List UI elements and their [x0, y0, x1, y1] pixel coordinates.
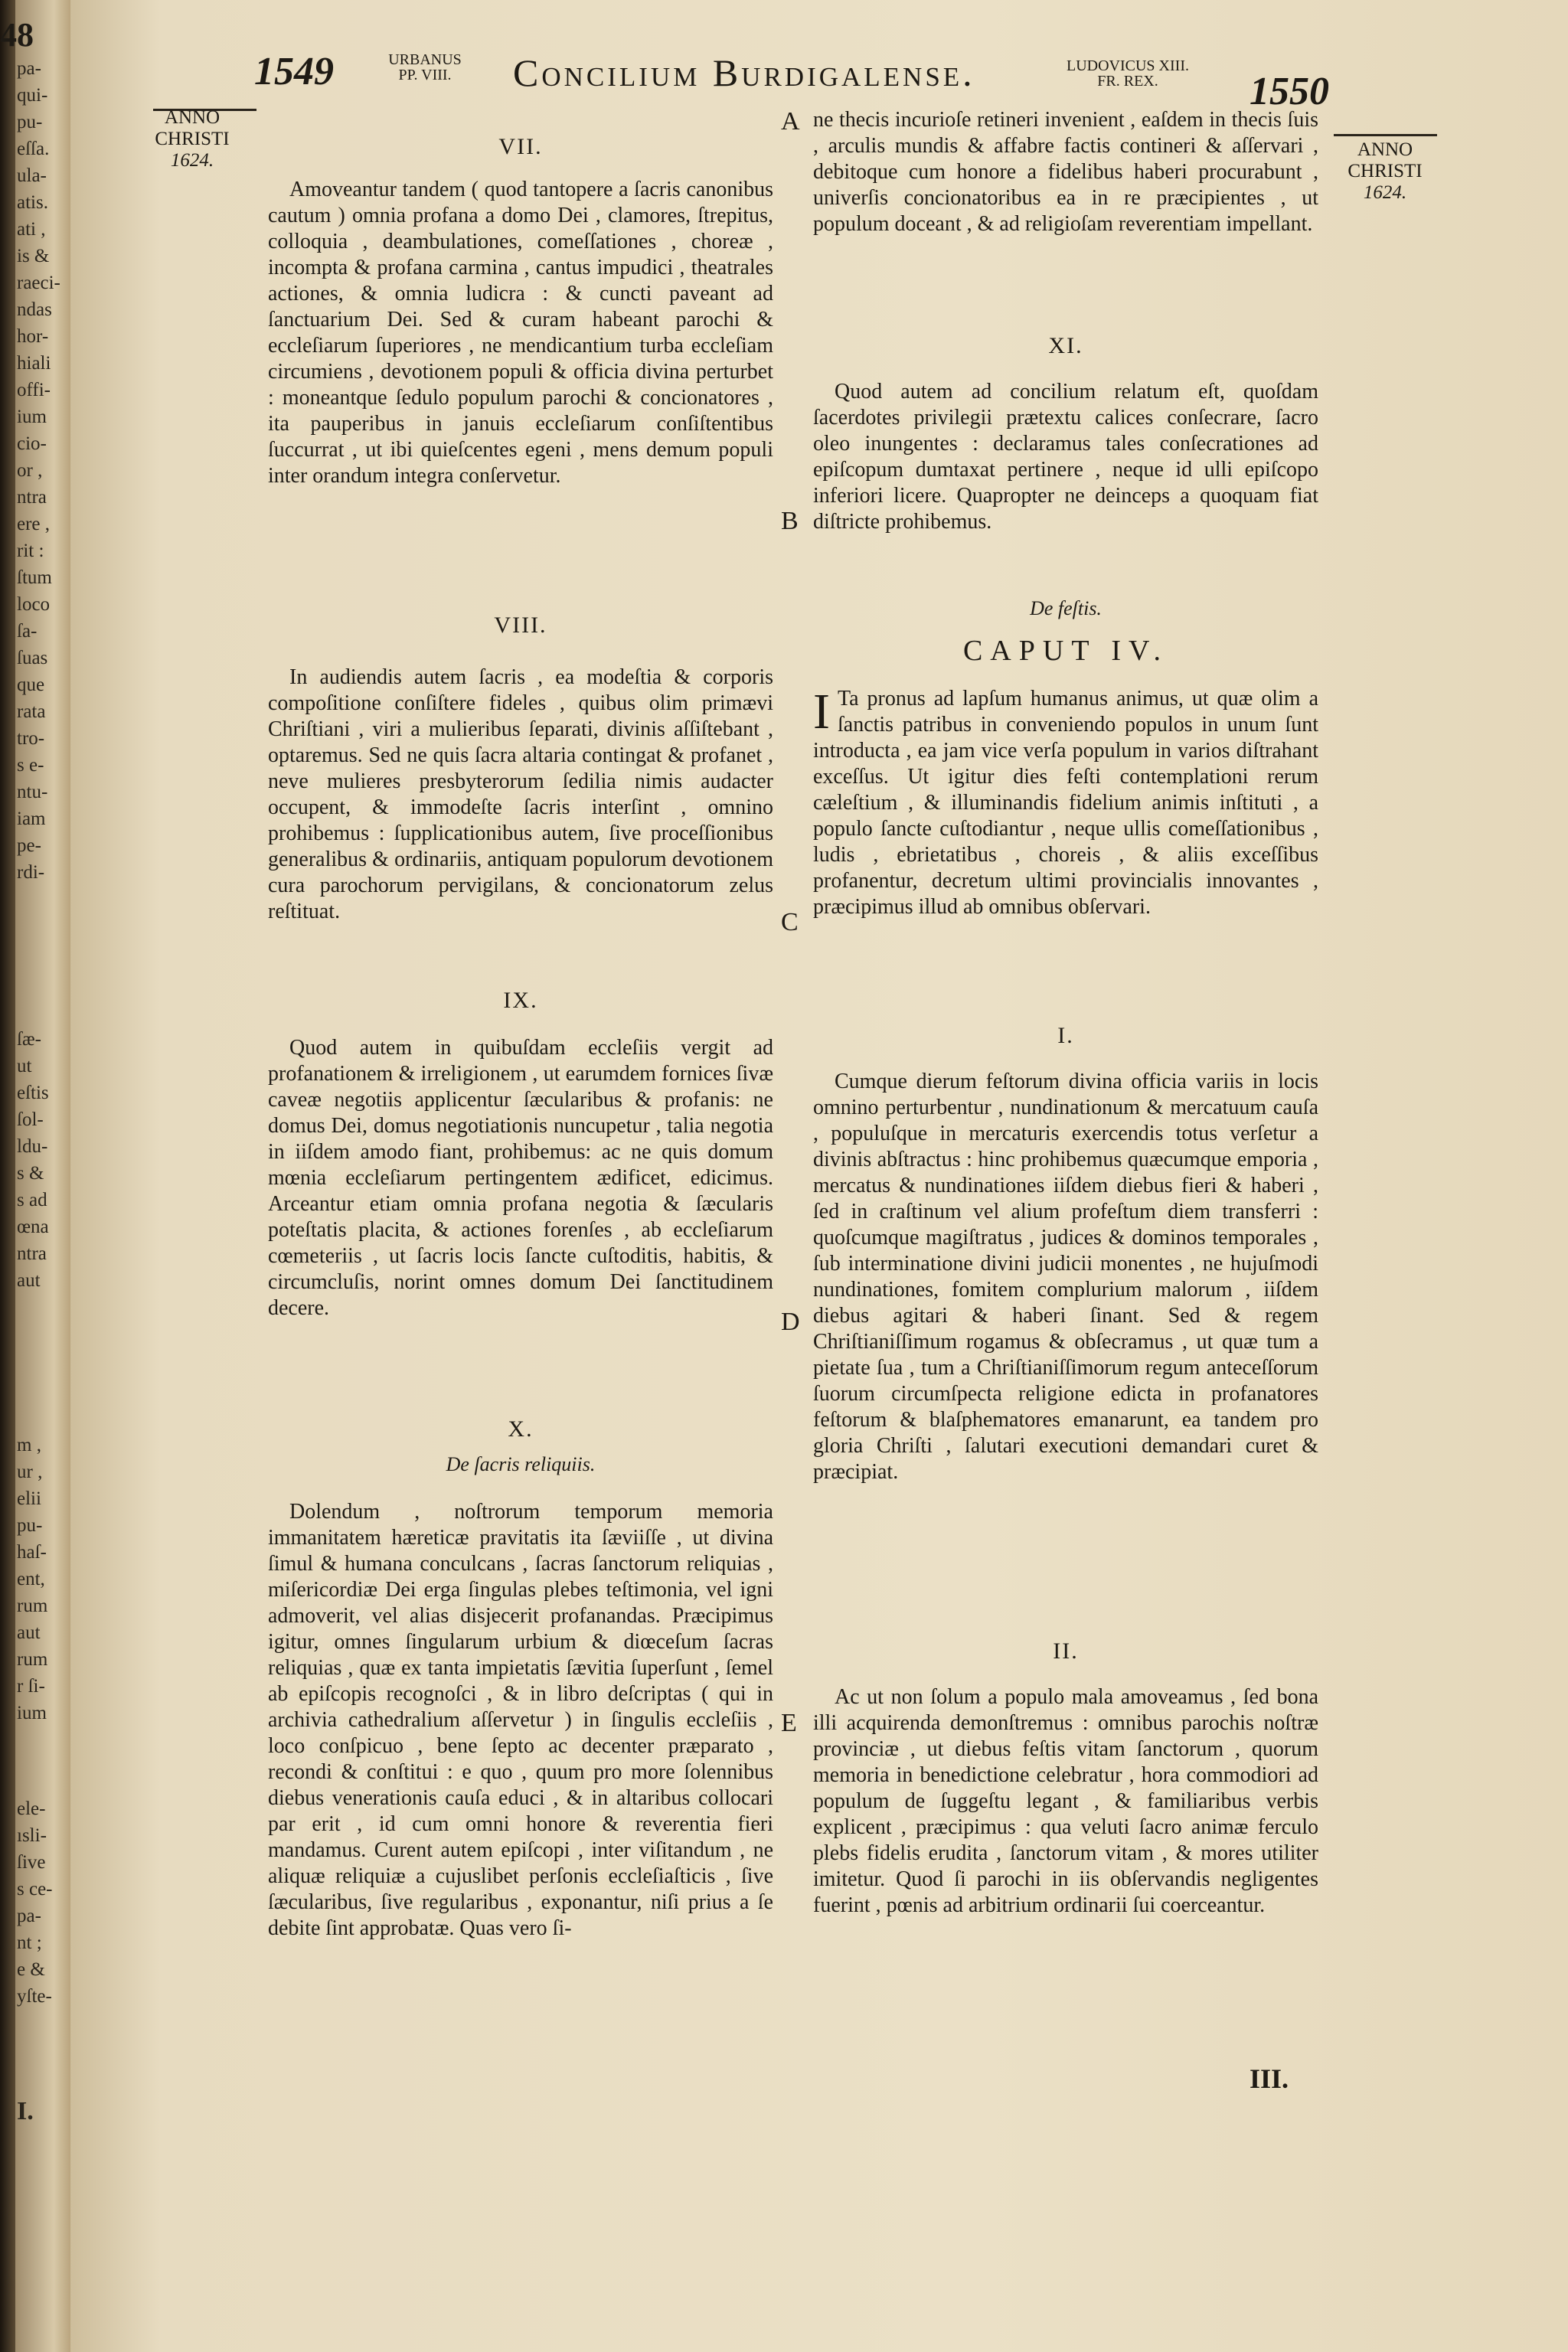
section-heading: II.: [1053, 1638, 1079, 1664]
section-text: In audiendis autem ſacris , ea modeſtia & corporis compoſitione conſiſtere fideles , quibus olim primævi Chriſtiani , viri a mulieribus ſeparati, divinis aſſiſtebant , optaremus. Sed ne quis ſacra altaria contingat & profanet , neve mulieres presbyterorum ſedilia nimis audacter occupent, & immodeſte ſacris interſint , omnino prohibemus : ſupplicationibus autem, ſive proceſſionibus generalibus & ordinariis, antiquam populorum devotionem cura parochorum pervigilans, & concionatorum zelus reſtituat.: [268, 665, 773, 923]
margin-letter-b: B: [781, 507, 799, 535]
anno-word: ANNO: [164, 107, 220, 128]
section-text: Ac ut non ſolum a populo mala amoveamus , ſed bona illi acquirenda demonſtremus : omnibus parochis noſtræ provinciæ , ut diebus feſtis vitam ſanctorum , quorum memoria in benedictione celebratur , hora commodiori ad populum de ſuggeſtu legant , & familiaribus verbis explicent , præcipimus : qua veluti ſacro animæ ferculo plebs fidelis erudita , ſanctorum vitam , & mores utiliter imitetur. Quod ſi parochi in iis obſervandis negligentes fuerint , pœnis ad arbitrium ordinarii ſui coerceantur.: [813, 1685, 1318, 1917]
king-title: FR. REX.: [1097, 73, 1158, 90]
king-name: LUDOVICUS XIII.: [1067, 57, 1189, 74]
pope-name: URBANUS: [388, 51, 462, 68]
section-vii: [268, 134, 773, 489]
christi-word: CHRISTI: [1348, 161, 1423, 181]
anno-word: ANNO: [1357, 139, 1413, 160]
section-text: Quod autem in quibuſdam eccleſiis vergit ad profanationem & irreligionem , ut earumdem fornices ſivæ caveæ negotiis applicentur ſæcularibus & profanis: ne domus Dei, domus negotiationis nuncupetur , talia negotia in iiſdem amodo fiant, prohibemus: ac ne quis domum mœnia eccleſiarum pertingentem ædificet, edicimus. Arceantur etiam omnia profana negotia & ſæcularis poteſtatis placita, & actiones forenſes , ab eccleſiarum cœmeteriis , ut ſacris locis ſancte cuſtoditis, habitis, & circumcluſis, norint omnes domum Dei ſanctitudinem decere.: [268, 1036, 773, 1320]
pope-title: PP. VIII.: [398, 67, 452, 83]
caput-section-ii: [813, 1638, 1318, 1919]
previous-page-text-middle: ſæ- ut eſtis ſol- ldu- s & s ad œna ntra aut: [17, 1029, 49, 1291]
catchword: III.: [1250, 2063, 1289, 2094]
margin-letter-c: C: [781, 908, 799, 936]
margin-letter-e: E: [781, 1709, 797, 1737]
year: 1624.: [170, 150, 214, 171]
caput-heading: CAPUT IV.: [962, 635, 1169, 667]
caput-section-i: [813, 1023, 1318, 1485]
section-text: ne thecis incurioſe retineri invenient , eaſdem in thecis ſuis , arculis mundis & affabre factis contineri & aſſervari , debitoque cum honore a fidelibus haberi procurabunt , univerſis concionatoribus ea in re præcipientes , ut populum doceant , & ad religioſam reverentiam impellant.: [813, 108, 1318, 236]
anno-right: [1335, 139, 1435, 204]
section-x: [268, 1416, 773, 1942]
section-ix: [268, 988, 773, 1321]
section-viii: [268, 612, 773, 925]
section-text: Cumque dierum feſtorum divina officia variis in locis omnino perturbentur , nundinationum & mercatuum cauſa , populuſque in mercaturis exercendis totus verſetur a divinis abſtractus : hinc prohibemus quæcumque emporia , mercatus & nundinationes iiſdem diebus fieri & haberi , ſed in craſtinum vel alium profeſtum diem transferri : quoſcumque magiſtratus , judices & dominos temporales , ſub interminatione divini judicii monentes , ne hujuſmodi nundinationes, fomitem complurium malorum , iiſdem diebus agitari & haberi ſinant. Sed & regem Chriſtianiſſimum rogamus & obſecramus , ut quæ tum a pietate ſua , tum a Chriſtianiſſimorum regum anteceſſorum ſuorum circumſpecta religione edicta in profanatores feſtorum & blaſphematores emanarunt, ea tandem pro gloria Chriſti , ſalutari executioni demandari curet & præcipiat.: [813, 1070, 1318, 1484]
previous-page-number: 48: [0, 16, 34, 54]
section-heading: XI.: [1048, 333, 1083, 358]
king-label: [1055, 58, 1200, 89]
previous-page-text-top: pa- qui- pu- eſſa. ula- atis. ati , is & raeci- ndas hor- hiali offi- ium cio- or , ntra ere , rit : ſtum loco ſa- ſuas que rata tro- s e- ntu- iam pe- rdi-: [17, 58, 60, 883]
section-xi: [813, 333, 1318, 535]
section-heading: IX.: [503, 988, 538, 1013]
caput-text: [813, 686, 1318, 920]
section-text: Amoveantur tandem ( quod tantopere a ſacris canonibus cautum ) omnia profana a domo Dei , clamores, ſtrepitus, colloquia , deambulationes, comeſſationes , choreæ , incompta & profana carmina , cantus impudici , theatrales actiones, & omnia ludicra : & cuncti paveant ad ſanctuarium Dei. Sed & curam habeant parochi & eccleſiarum ſuperiores , ne mendicantium turba eccleſiam circumiens , devotionem populi & officia divina perturbet : moneantque ſedulo populum parochi & concionatores , ita pauperibus in januis eccleſiarum conſiſtentibus ſuccurrat , ut ibi quieſcentes egeni , mens demum populi inter orandum integra conſervetur.: [268, 178, 773, 488]
margin-letter-a: A: [781, 107, 800, 136]
caput-iv: [813, 597, 1318, 920]
caput-subtitle: De feſtis.: [1030, 597, 1102, 619]
drop-cap: I: [813, 684, 830, 740]
section-heading: VII.: [498, 134, 543, 159]
page-number-right: 1550: [1250, 70, 1329, 113]
section-x-continued: [813, 107, 1318, 237]
section-heading: X.: [508, 1416, 534, 1442]
year: 1624.: [1363, 182, 1407, 203]
running-header: [247, 49, 1349, 113]
previous-page-text-lower: m , ur , elii pu- haſ- ent, rum aut rum r ſi- ium: [17, 1435, 48, 1723]
previous-page-text-end: ele- ısli- ſive s ce- pa- nt ; e & yſte-: [17, 1798, 53, 2007]
christi-word: CHRISTI: [155, 129, 230, 149]
margin-letter-d: D: [781, 1308, 800, 1336]
previous-page-catchword: I.: [17, 2097, 34, 2125]
caput-body: Ta pronus ad lapſum humanus animus, ut quæ olim a ſanctis patribus in conveniendo populos in unum ſunt introducta , ea jam vice verſa populum in varios diſtrahant exceſſus. Ut igitur dies feſti contemplationi rerum cæleſtium , & illuminandis fidelium animis inſtituti , a populo ſancte cuſtodiantur , neque ullis comeſſationibus , ludis , ebrietatibus , choreis , & aliis exceſſibus profanentur, decretum ultimi provincialis innovantes , præcipimus illud ab omnibus obſervari.: [813, 687, 1318, 919]
page: [70, 0, 1568, 2352]
pope-label: [383, 52, 467, 83]
section-text: Dolendum , noſtrorum temporum memoria immanitatem hæreticæ pravitatis ita ſæviiſſe , ut divina ſimul & humana conculcans , ſacras ſanctorum reliquias , miſericordiæ Dei erga ſingulas plebes teſtimonia, vel igni admoverit, vel alias disjecerit profanandas. Præcipimus igitur, omnes ſingularum urbium & diœceſum ſacras reliquias , quæ ex tanta impietatis ſævitia ſuperſunt , ſemel ab epiſcopis recognoſci , & in libro deſcriptas ( qui in archivia cathedralium aſſervetur ) in ſingulis eccleſiis , loco conſpicuo , bene ſepto ac decenter præparato , recondi & conſtitui : e quo , quum pro more ſolennibus diebus venerationis cauſa educi , & in altaribus collocari par erit , id cum omni honore & reverentia fieri mandamus. Curent autem epiſcopi , inter viſitandum , ne aliquæ reliquiæ a cujuslibet perſonis eccleſiaſticis , ſive ſæcularibus, ſive regularibus , exponantur, niſi prius a ſe debite ſint approbatæ. Quas vero ſi-: [268, 1500, 773, 1940]
page-title: Concilium Burdigalense.: [513, 51, 975, 94]
right-margin-rule: [1334, 134, 1437, 136]
section-text: Quod autem ad concilium relatum eſt, quoſdam ſacerdotes privilegii prætextu calices conſecrare, ſacro oleo inungentes : declaramus tales conſecrationes ad epiſcopum dumtaxat pertinere , neque id ulli epiſcopo inferiori licere. Quapropter ne deinceps a quoquam fiat diſtricte prohibemus.: [813, 380, 1318, 534]
section-heading: I.: [1057, 1023, 1074, 1048]
page-number-left: 1549: [254, 50, 334, 93]
section-subtitle: De ſacris reliquiis.: [446, 1453, 596, 1475]
anno-left: [142, 107, 242, 172]
book-edge: [0, 0, 15, 2352]
section-heading: VIII.: [494, 612, 547, 638]
